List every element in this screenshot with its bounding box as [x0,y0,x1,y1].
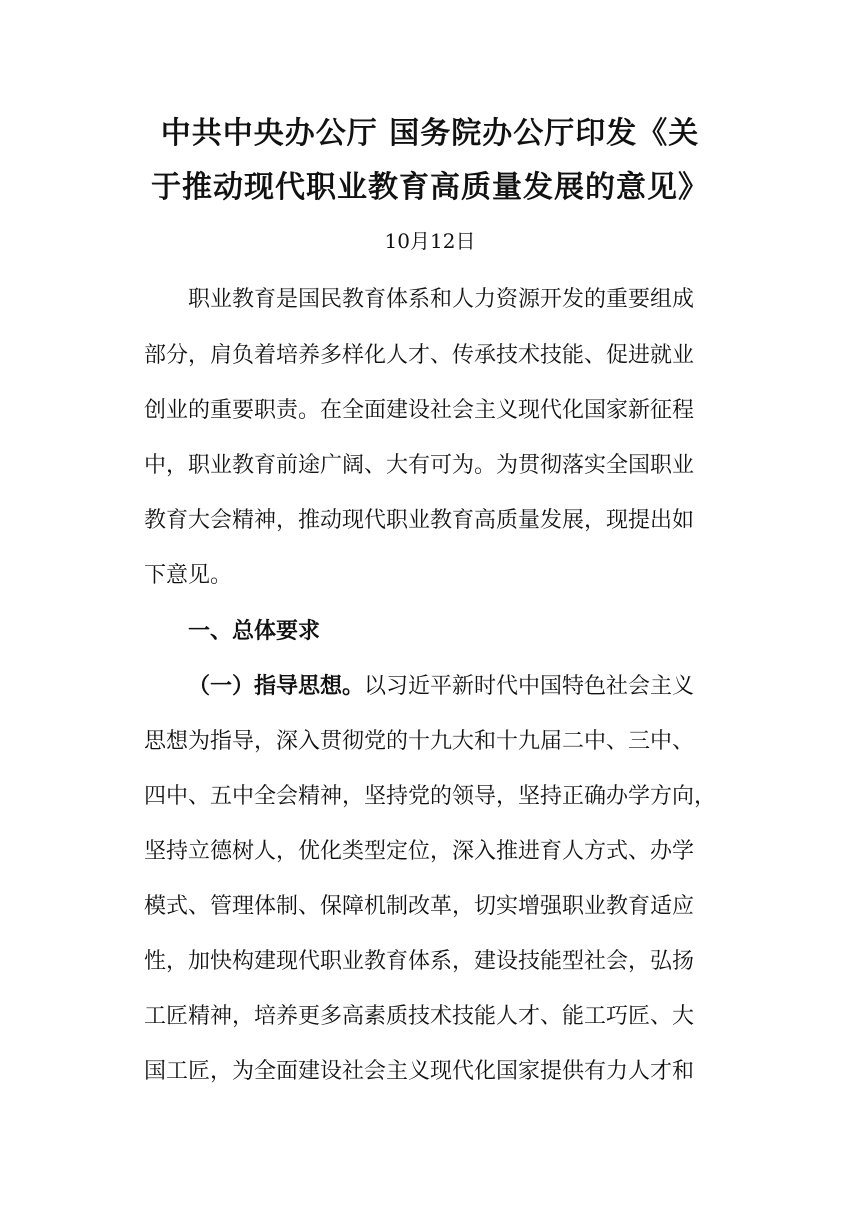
document-title-line-1: 中共中央办公厅 国务院办公厅印发《关 [160,116,700,151]
intro-line-2: 部分，肩负着培养多样化人才、传承技术技能、促进就业 [144,343,695,368]
subsection-line-5: 模式、管理体制、保障机制改革，切实增强职业教育适应 [144,894,695,919]
subsection-line-4: 坚持立德树人，优化类型定位，深入推进育人方式、办学 [144,839,695,864]
intro-line-6: 下意见。 [144,563,233,588]
subsection-label: （一）指导思想。 [188,674,365,699]
intro-line-5: 教育大会精神，推动现代职业教育高质量发展，现提出如 [144,508,695,533]
section-heading: 一、总体要求 [188,619,321,644]
intro-line-4: 中，职业教育前途广阔、大有可为。为贯彻落实全国职业 [144,453,695,478]
subsection-line-8: 国工匠，为全面建设社会主义现代化国家提供有力人才和 [144,1059,695,1084]
subsection-line-2: 思想为指导，深入贯彻党的十九大和十九届二中、三中、 [144,729,695,754]
subsection-line-6: 性，加快构建现代职业教育体系，建设技能型社会，弘扬 [144,949,695,974]
subsection-first-line [188,667,694,707]
document-title-line-2: 于推动现代职业教育高质量发展的意见》 [151,170,709,205]
subsection-line-3: 四中、五中全会精神，坚持党的领导，坚持正确办学方向， [144,784,717,809]
intro-line-3: 创业的重要职责。在全面建设社会主义现代化国家新征程 [144,398,695,423]
subsection-line-7: 工匠精神，培养更多高素质技术技能人才、能工巧匠、大 [144,1004,695,1029]
intro-line-1: 职业教育是国民教育体系和人力资源开发的重要组成 [188,287,695,312]
document-date: 10月12日 [384,229,476,253]
subsection-first-text: 以习近平新时代中国特色社会主义 [364,674,695,699]
